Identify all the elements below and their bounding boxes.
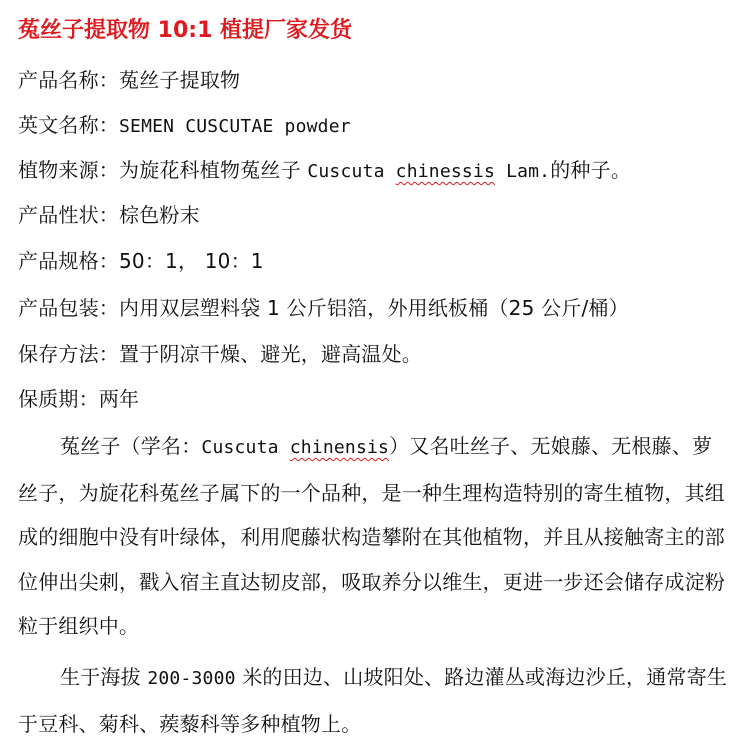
page-title: 菟丝子提取物 10:1 植提厂家发货	[18, 18, 353, 43]
description-body: ）又名吐丝子、无娘藤、无根藤、萝丝子，为旋花科菟丝子属下的一个品种，是一种生理构造特别的寄生植物，其组成的细胞中没有叶绿体，利用爬藤状构造攀附在其他植物，并且从接触寄主的部位伸出尖刺，戳入宿主直达韧皮部，吸取养分以维生，更进一步还会储存成淀粉粒于组织中。	[18, 434, 725, 638]
product-package-label: 产品包装：	[18, 296, 119, 320]
habitat-body: 米的田边、山坡阳处、路边灌丛或海边沙丘，通常寄生于豆科、菊科、蒺藜科等多种植物上。	[18, 665, 728, 736]
product-spec-value: 50：1， 10：1	[119, 249, 264, 273]
english-name-value: SEMEN CUSCUTAE powder	[119, 116, 351, 137]
latin-species-misspelled: chinessis	[395, 161, 496, 182]
product-spec-line	[18, 246, 264, 276]
product-trait-value: 棕色粉末	[119, 203, 200, 227]
latin-genus: Cuscuta	[201, 437, 279, 458]
shelf-life-line	[18, 384, 139, 414]
latin-genus: Cuscuta	[307, 161, 385, 182]
latin-space	[495, 161, 506, 182]
product-trait-line	[18, 200, 200, 230]
product-name-value: 菟丝子提取物	[119, 68, 241, 92]
product-spec-label: 产品规格：	[18, 249, 119, 273]
product-name-label: 产品名称：	[18, 68, 119, 92]
plant-source-text: 为旋花科植物菟丝子	[119, 158, 308, 182]
storage-value: 置于阴凉干燥、避光，避高温处。	[119, 342, 422, 366]
plant-source-label: 植物来源：	[18, 158, 119, 182]
plant-source-line	[18, 155, 631, 187]
description-intro: 菟丝子（学名：	[60, 434, 202, 458]
english-name-label: 英文名称：	[18, 113, 119, 137]
storage-line	[18, 339, 422, 369]
latin-species-misspelled: chinensis	[289, 437, 390, 458]
product-package-line	[18, 293, 629, 323]
plant-source-suffix: 的种子。	[550, 158, 632, 182]
habitat-paragraph	[18, 655, 730, 746]
shelf-life-label: 保质期：	[18, 387, 99, 411]
description-paragraph	[18, 424, 730, 649]
product-name-line	[18, 65, 240, 95]
habitat-intro: 生于海拔	[60, 665, 148, 689]
latin-space	[279, 437, 290, 458]
latin-author: Lam.	[506, 161, 551, 182]
shelf-life-value: 两年	[98, 387, 140, 411]
english-name-line	[18, 110, 351, 142]
storage-label: 保存方法：	[18, 342, 119, 366]
product-trait-label: 产品性状：	[18, 203, 119, 227]
altitude-range: 200-3000	[147, 668, 236, 689]
product-package-value: 内用双层塑料袋 1 公斤铝箔，外用纸板桶（25 公斤/桶）	[119, 296, 629, 320]
latin-space	[385, 161, 396, 182]
